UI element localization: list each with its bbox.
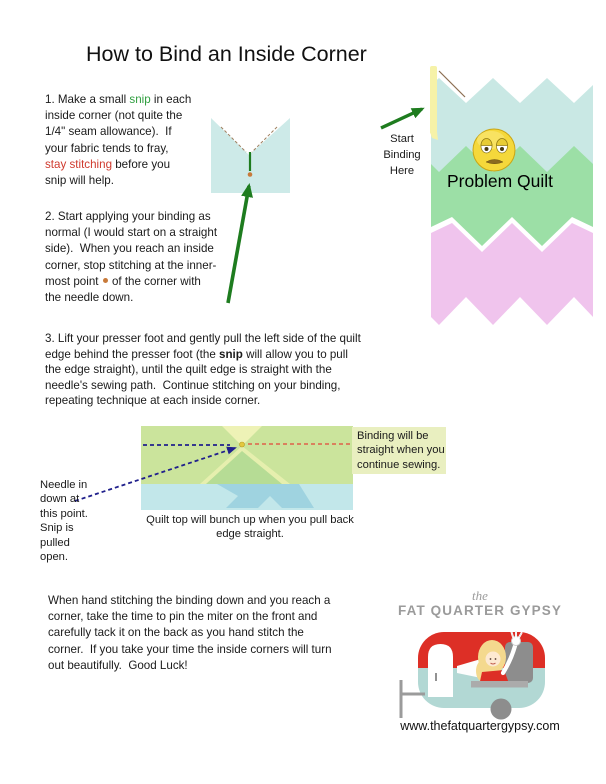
binding-strip — [430, 66, 437, 134]
annoyed-face-emoji — [473, 129, 515, 171]
problem-quilt-graphic — [425, 60, 600, 330]
needle-position-note — [40, 478, 120, 564]
text-line: Snip is — [40, 522, 74, 535]
green-pointer-arrow — [228, 186, 249, 303]
green-arrow — [381, 109, 422, 128]
girl-left-eye — [490, 658, 492, 660]
text-line: Quilt top will bunch up when you pull back — [146, 514, 354, 526]
needle-point-dot — [240, 442, 245, 447]
bunch-up-caption — [130, 513, 370, 542]
text-line: the needle down. — [45, 291, 134, 305]
emoji-right-pupil — [500, 147, 504, 151]
text-line: edge straight. — [216, 528, 284, 541]
text-line: repeating technique at each inside corner. — [45, 394, 261, 408]
emoji-left-pupil — [485, 147, 489, 151]
logo-name: FAT QUARTER GYPSY — [398, 603, 562, 618]
text-line: the edge straight), until the quilt edge is straight with the — [45, 363, 332, 377]
problem-quilt-label: Problem Quilt — [446, 171, 553, 191]
text-line: Binding will be — [357, 430, 429, 442]
text-line: carefully tack it on the back as you hand stitch the — [48, 626, 304, 640]
text-line: normal (I would start on a straight — [45, 226, 218, 240]
innermost-point-dot — [248, 172, 253, 177]
text-line: 1. Make a small snip in each — [45, 93, 192, 106]
text-line: snip will help. — [45, 174, 114, 188]
text-line: 1/4" seam allowance). If — [45, 125, 172, 139]
text-line: out beautifully. Good Luck! — [48, 658, 188, 672]
camper-wheel — [491, 699, 512, 720]
text-line: inside corner (not quite the — [45, 109, 183, 123]
camper-door — [428, 644, 453, 697]
text-line: side). When you reach an inside — [45, 242, 214, 256]
step-1-paragraph — [45, 92, 191, 189]
text-line: Needle in — [40, 479, 88, 491]
text-line: your fabric tends to fray, — [45, 141, 169, 155]
binding-straight-note — [352, 427, 446, 474]
text-line: 2. Start applying your binding as — [45, 210, 211, 223]
website-url[interactable]: www.thefatquartergypsy.com — [400, 719, 560, 733]
corner-snip-diagram — [195, 110, 315, 310]
text-line: open. — [40, 551, 68, 564]
text-line: Start — [390, 133, 414, 145]
girl-right-eye — [495, 658, 497, 660]
text-line: pulled — [40, 536, 70, 549]
text-line: straight when you — [357, 444, 445, 457]
page-title: How to Bind an Inside Corner — [86, 42, 367, 66]
text-line: corner. If you take your time the inside corners will turn — [48, 642, 332, 656]
text-line: corner, stop stitching at the inner- — [45, 258, 217, 272]
quilt-band-pink — [431, 223, 593, 325]
text-line: Binding — [383, 149, 421, 161]
step-3-paragraph — [45, 331, 361, 409]
logo-the: the — [472, 588, 488, 603]
text-line: needle's sewing path. Continue stitching on your binding, — [45, 378, 341, 392]
step-2-paragraph — [45, 209, 217, 306]
text-line: corner, take the time to pin the miter on the front and — [48, 610, 318, 624]
closing-paragraph — [48, 593, 332, 674]
text-line: edge behind the presser foot (the snip will allow you to pull — [45, 347, 348, 361]
window-sill — [471, 681, 528, 688]
text-line: this point. — [40, 507, 88, 520]
text-line: When hand stitching the binding down and you reach a — [48, 594, 331, 607]
text-line: most point of the corner with — [45, 274, 201, 288]
camper-logo — [395, 626, 560, 726]
text-line: down at — [40, 493, 80, 506]
text-line: 3. Lift your presser foot and gently pull the left side of the quilt — [45, 332, 361, 345]
text-line: Here — [389, 165, 415, 177]
text-line: continue sewing. — [357, 458, 441, 471]
text-line: stay stitching before you — [45, 157, 171, 171]
